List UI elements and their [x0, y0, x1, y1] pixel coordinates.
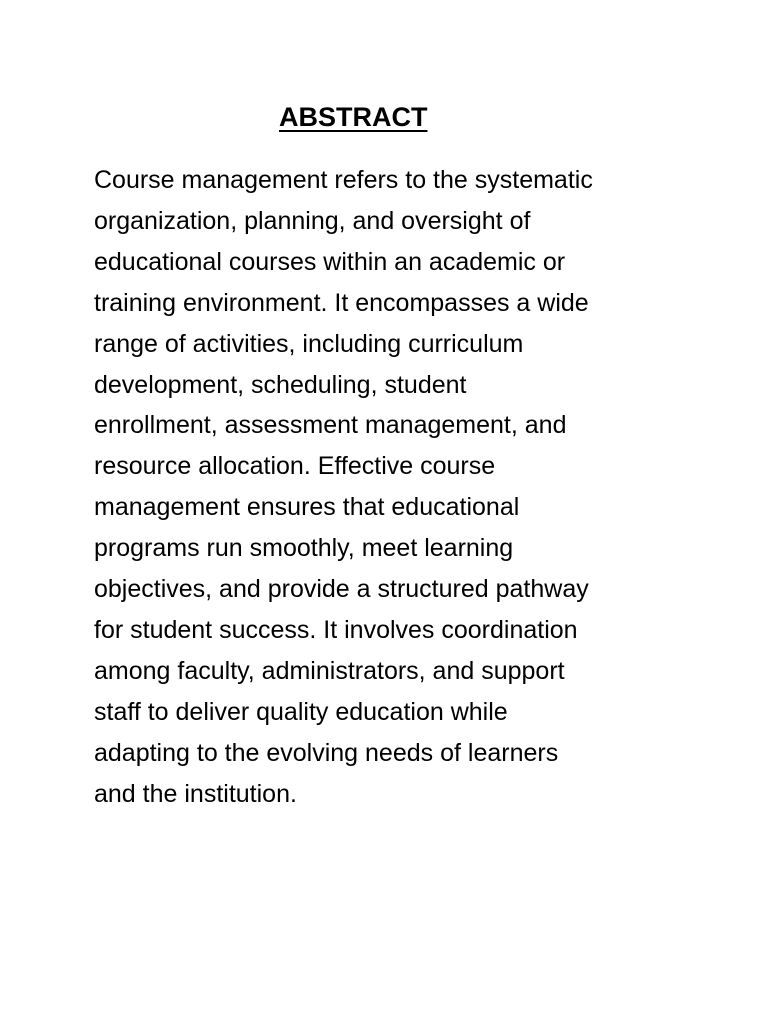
abstract-line: for student success. It involves coordination: [94, 615, 578, 644]
abstract-paragraph: [94, 160, 684, 815]
abstract-line: among faculty, administrators, and support: [94, 656, 565, 685]
abstract-line: training environment. It encompasses a wide: [94, 288, 589, 317]
abstract-line: Course management refers to the systematic: [94, 166, 593, 194]
abstract-line: range of activities, including curriculum: [94, 329, 524, 358]
abstract-line: educational courses within an academic or: [94, 247, 566, 276]
abstract-line: and the institution.: [94, 779, 297, 808]
abstract-heading: ABSTRACT: [279, 102, 428, 132]
abstract-line: organization, planning, and oversight of: [94, 206, 531, 235]
abstract-line: enrollment, assessment management, and: [94, 411, 567, 440]
abstract-line: development, scheduling, student: [94, 370, 467, 399]
abstract-line: staff to deliver quality education while: [94, 697, 508, 726]
abstract-line: adapting to the evolving needs of learners: [94, 738, 559, 767]
abstract-line: objectives, and provide a structured pathway: [94, 575, 589, 604]
abstract-line: management ensures that educational: [94, 493, 520, 522]
abstract-line: programs run smoothly, meet learning: [94, 534, 514, 563]
abstract-line: resource allocation. Effective course: [94, 452, 496, 481]
